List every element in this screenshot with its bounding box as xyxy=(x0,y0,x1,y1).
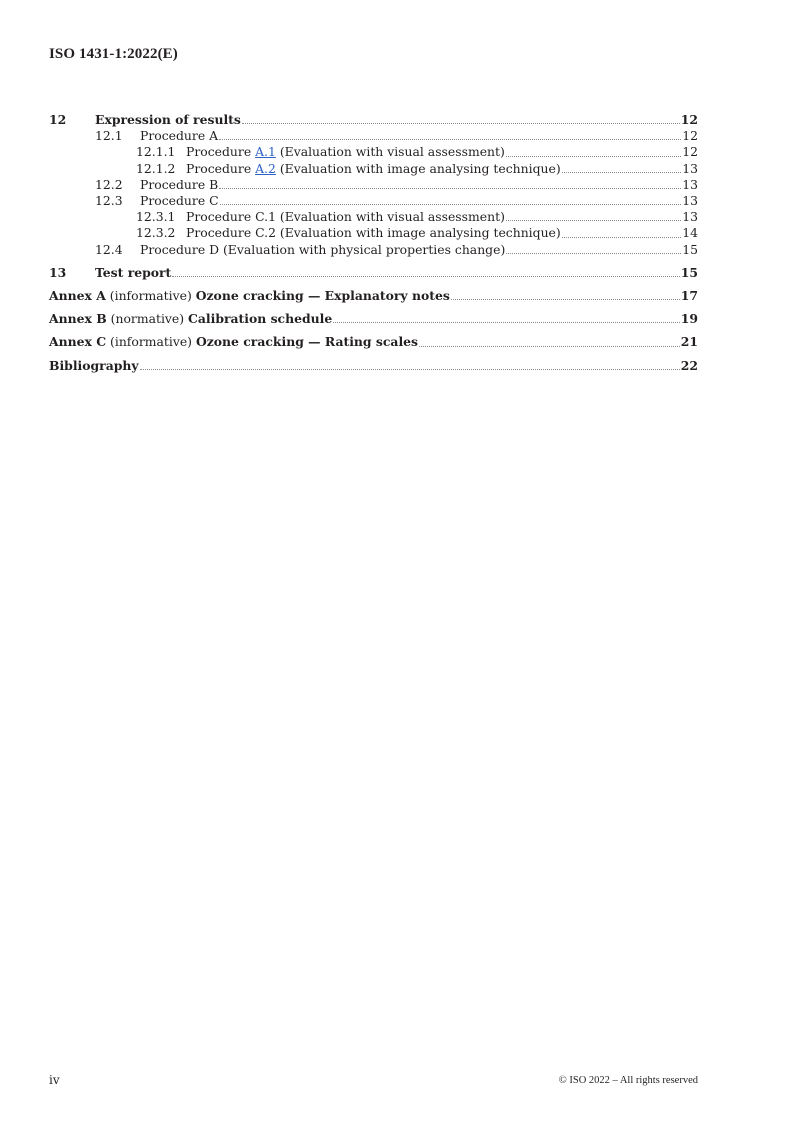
toc-entry-12-3-2[interactable] xyxy=(49,225,698,241)
toc-entry-12-2[interactable] xyxy=(49,177,698,193)
toc-leader xyxy=(506,219,681,221)
toc-title xyxy=(186,144,505,160)
toc-leader xyxy=(506,252,681,254)
toc-entry-13[interactable] xyxy=(49,265,698,281)
toc-number: 13 xyxy=(49,264,67,280)
toc-entry-12-4[interactable] xyxy=(49,242,698,258)
toc-page: 13 xyxy=(682,160,698,176)
toc-entry-12-1-1[interactable] xyxy=(49,144,698,160)
annex-kind: (informative) xyxy=(105,288,196,304)
toc-page: 12 xyxy=(680,112,698,127)
toc-entry-12-1[interactable] xyxy=(49,128,698,144)
toc-page: 17 xyxy=(680,288,698,304)
toc-title: Procedure A xyxy=(140,128,219,144)
toc-leader xyxy=(562,236,681,238)
toc-leader xyxy=(562,171,682,173)
toc-leader xyxy=(242,122,680,124)
annex-label: Annex B xyxy=(49,311,107,327)
toc-number: 12 xyxy=(49,112,67,127)
toc-page: 13 xyxy=(682,176,698,192)
toc-entry-annex-c[interactable] xyxy=(49,334,698,350)
toc-leader xyxy=(506,155,681,157)
toc-number: 12.3.2 xyxy=(136,225,176,241)
toc-entry-12-3-1[interactable] xyxy=(49,209,698,225)
toc-title: Procedure C.2 (Evaluation with image analysing technique) xyxy=(186,225,561,241)
toc-number: 12.1.2 xyxy=(136,160,176,176)
toc-entry-12-1-2[interactable] xyxy=(49,161,698,177)
toc-title-prefix: Procedure xyxy=(186,144,256,160)
toc-title: Expression of results xyxy=(95,112,241,127)
toc-title: Test report xyxy=(95,264,172,280)
toc-entry-bibliography[interactable] xyxy=(49,358,698,374)
toc-title: Procedure C.1 (Evaluation with visual assessment) xyxy=(186,209,505,225)
toc-title xyxy=(186,161,561,177)
page-number: iv xyxy=(49,1073,60,1087)
toc-leader xyxy=(419,345,680,347)
toc-leader xyxy=(219,138,681,140)
toc-leader xyxy=(219,187,681,189)
toc-title: Bibliography xyxy=(49,357,139,373)
annex-a2-link[interactable]: A.2 xyxy=(255,160,276,176)
toc-page: 12 xyxy=(682,144,698,160)
toc-page: 15 xyxy=(682,241,698,257)
toc-entry-annex-a[interactable] xyxy=(49,288,698,304)
toc-entry-12-3[interactable] xyxy=(49,193,698,209)
toc-leader xyxy=(140,368,680,370)
toc-page: 15 xyxy=(680,264,698,280)
toc-page: 13 xyxy=(682,209,698,225)
annex-title: Ozone cracking — Explanatory notes xyxy=(195,288,450,304)
toc-title: Procedure C xyxy=(140,193,219,209)
toc-page: 12 xyxy=(682,128,698,144)
toc-number: 12.3.1 xyxy=(136,209,176,225)
toc-title-prefix: Procedure xyxy=(186,160,256,176)
toc-page: 22 xyxy=(680,357,698,373)
annex-label: Annex A xyxy=(49,288,106,304)
toc-title-suffix: (Evaluation with visual assessment) xyxy=(275,144,505,160)
toc-page: 19 xyxy=(680,311,698,327)
toc-title xyxy=(49,334,418,350)
toc-page: 13 xyxy=(682,193,698,209)
document-id: ISO 1431-1:2022(E) xyxy=(49,46,178,62)
table-of-contents xyxy=(49,112,698,374)
toc-title: Procedure D (Evaluation with physical properties change) xyxy=(140,241,506,257)
annex-label: Annex C xyxy=(49,334,107,350)
annex-title: Ozone cracking — Rating scales xyxy=(195,334,419,350)
toc-page: 14 xyxy=(682,225,698,241)
toc-title xyxy=(49,311,332,327)
toc-number: 12.3 xyxy=(95,193,123,209)
toc-page: 21 xyxy=(680,334,698,350)
annex-kind: (informative) xyxy=(106,334,196,350)
annex-kind: (normative) xyxy=(106,311,189,327)
toc-leader xyxy=(333,321,680,323)
toc-entry-annex-b[interactable] xyxy=(49,311,698,327)
toc-number: 12.1 xyxy=(95,128,123,144)
toc-entry-12[interactable] xyxy=(49,112,698,128)
toc-title xyxy=(49,288,450,304)
annex-title: Calibration schedule xyxy=(188,311,333,327)
toc-leader xyxy=(451,298,680,300)
toc-number: 12.1.1 xyxy=(136,144,176,160)
toc-leader xyxy=(172,275,679,277)
copyright-notice: © ISO 2022 – All rights reserved xyxy=(558,1075,698,1086)
toc-leader xyxy=(220,203,682,205)
annex-a1-link[interactable]: A.1 xyxy=(255,144,276,160)
toc-number: 12.4 xyxy=(95,241,123,257)
toc-number: 12.2 xyxy=(95,176,123,192)
toc-title: Procedure B xyxy=(140,176,219,192)
toc-title-suffix: (Evaluation with image analysing technique) xyxy=(275,160,561,176)
